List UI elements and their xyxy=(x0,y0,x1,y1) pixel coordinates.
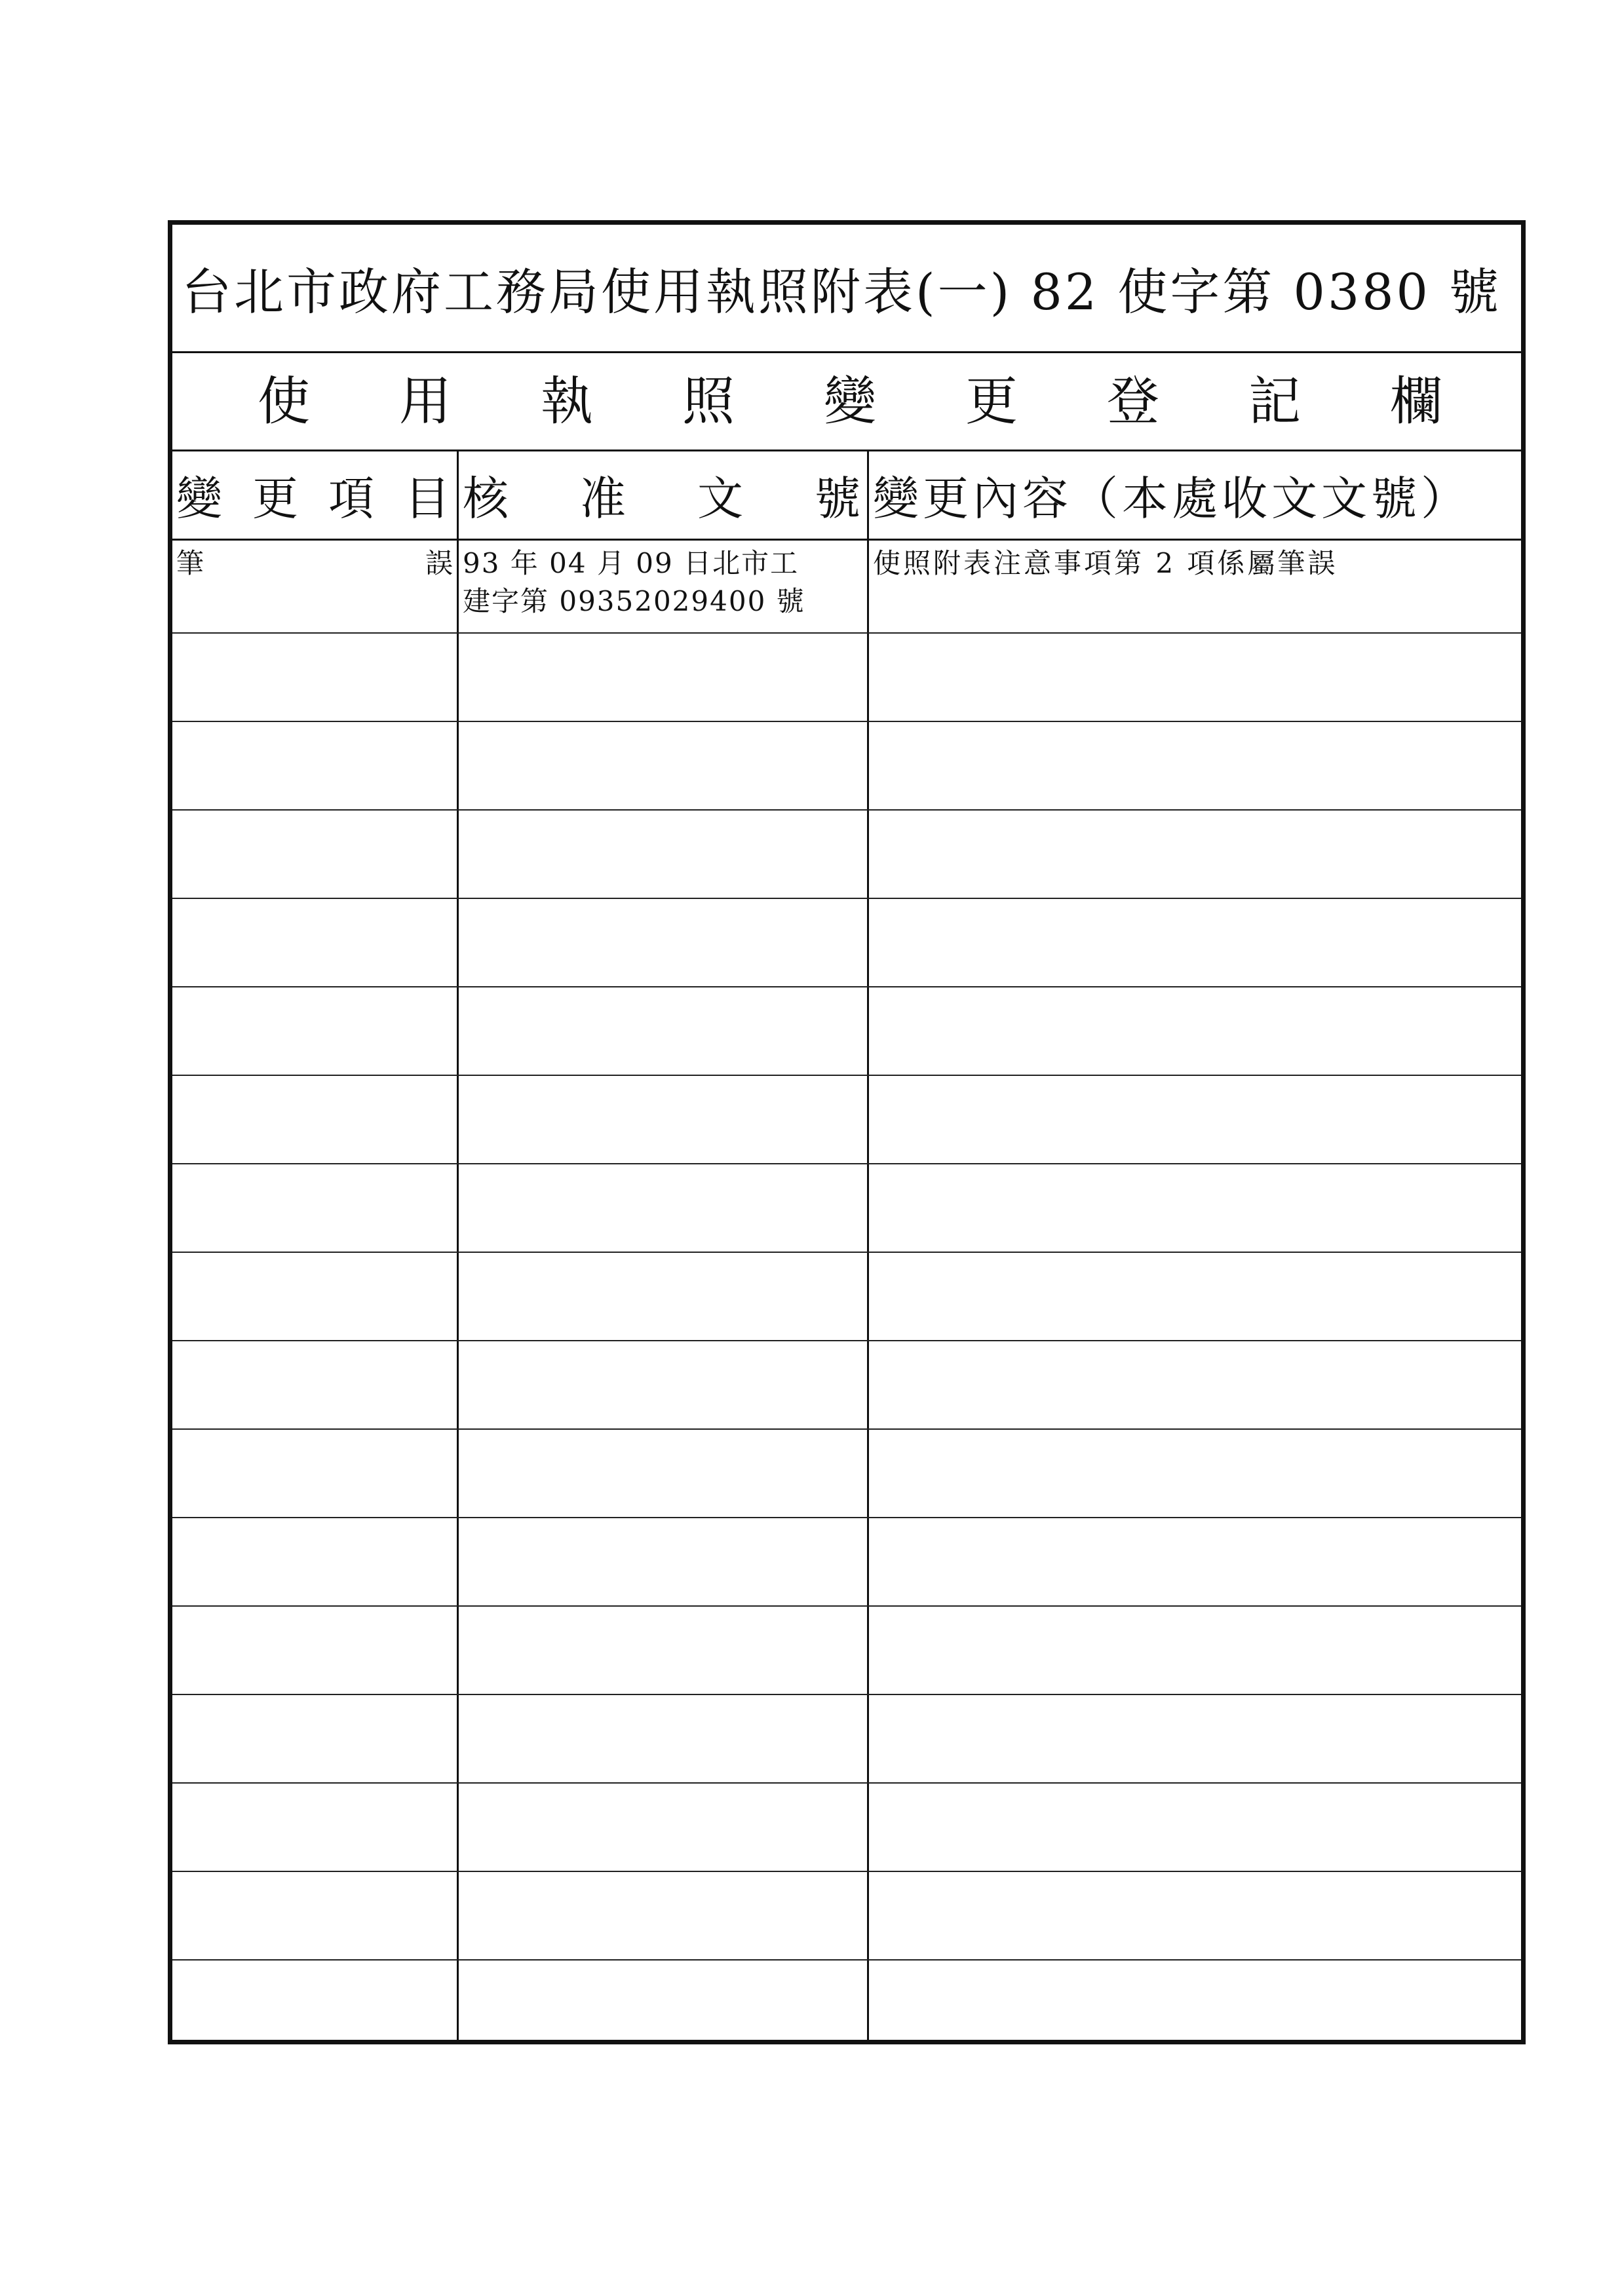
row-divider xyxy=(172,1517,1521,1518)
entry-content-cell: 使照附表注意事項第 2 項係屬筆誤 xyxy=(873,547,1338,579)
row-divider xyxy=(172,809,1521,811)
row-divider xyxy=(172,1428,1521,1430)
subtitle-char: 更 xyxy=(965,370,1018,432)
entry-item-char: 筆 xyxy=(176,547,204,579)
row-divider xyxy=(172,1075,1521,1076)
subtitle-char: 執 xyxy=(541,370,593,432)
row-divider xyxy=(172,721,1521,722)
header-approval-number xyxy=(459,451,867,541)
title-row xyxy=(172,225,1521,353)
header-char: 核 xyxy=(463,472,509,526)
entry-item-char: 誤 xyxy=(425,547,453,579)
subtitle-char: 照 xyxy=(682,370,735,432)
entry-approval-cell xyxy=(459,541,867,632)
row-divider xyxy=(172,1959,1521,1961)
header-char: 文 xyxy=(697,472,743,526)
change-register-table xyxy=(172,451,1521,2040)
header-char: 目 xyxy=(404,472,450,526)
header-char: 變 xyxy=(176,472,222,526)
row-divider xyxy=(172,1782,1521,1784)
license-attachment-form xyxy=(168,220,1526,2044)
row-divider xyxy=(172,1871,1521,1872)
header-change-content: 變更內容（本處收文文號） xyxy=(869,451,1521,541)
document-title: 台北市政府工務局使用執照附表(一) 82 使字第 0380 號 xyxy=(182,263,1502,321)
row-divider xyxy=(172,1340,1521,1341)
approval-line: 93 年 04 月 09 日北市工 xyxy=(463,547,800,579)
row-divider xyxy=(172,1694,1521,1695)
row-divider xyxy=(172,1605,1521,1607)
column-change-content xyxy=(869,451,1521,2040)
subtitle-row xyxy=(172,353,1521,451)
column-change-item xyxy=(172,451,459,2040)
header-change-item xyxy=(172,451,457,541)
header-char: 項 xyxy=(328,472,374,526)
subtitle-char: 變 xyxy=(824,370,876,432)
entry-item-cell xyxy=(172,541,457,632)
subtitle-char: 欄 xyxy=(1390,370,1442,432)
header-char: 更 xyxy=(252,472,298,526)
row-divider xyxy=(172,1252,1521,1253)
row-divider xyxy=(172,1163,1521,1164)
approval-line: 建字第 09352029400 號 xyxy=(463,585,805,617)
header-char: 准 xyxy=(580,472,626,526)
header-char: 號 xyxy=(815,472,860,526)
subtitle-char: 登 xyxy=(1107,370,1159,432)
column-approval-number xyxy=(459,451,869,2040)
subtitle-char: 記 xyxy=(1248,370,1301,432)
row-divider xyxy=(172,632,1521,634)
row-divider xyxy=(172,898,1521,899)
subtitle-char: 使 xyxy=(258,370,310,432)
subtitle-char: 用 xyxy=(399,370,452,432)
row-divider xyxy=(172,986,1521,987)
